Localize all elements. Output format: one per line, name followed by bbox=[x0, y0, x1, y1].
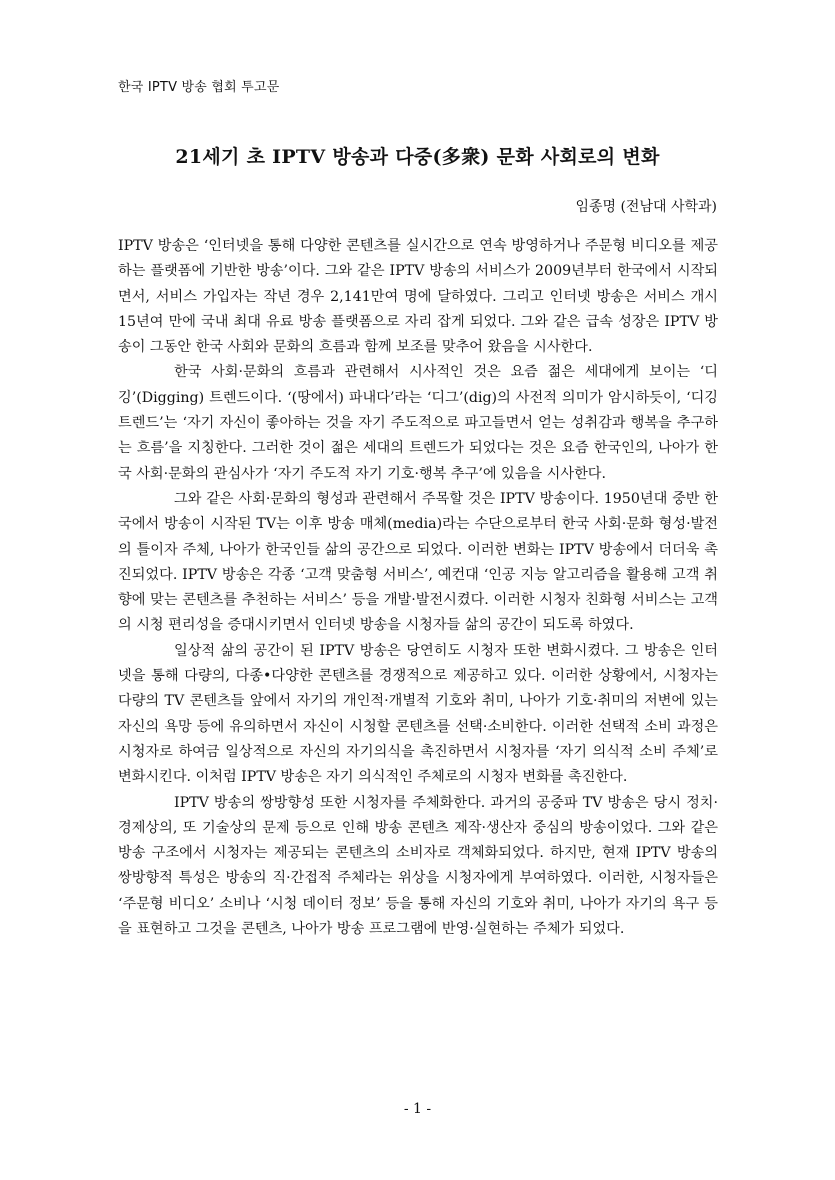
document-body bbox=[118, 234, 718, 942]
paragraph-5: IPTV 방송의 쌍방향성 또한 시청자를 주체화한다. 과거의 공중파 TV 방송은 당시 정치·경제상의, 또 기술상의 문제 등으로 인해 방송 콘텐츠 제작·생산자 중심의 방송이었다. 그와 같은 방송 구조에서 시청자는 제공되는 콘텐츠의 소비자로 객체화되었다. 하지만, 현재 IPTV 방송의 쌍방향적 특성은 방송의 직·간접적 주체라는 위상을 시청자에게 부여하였다. 이러한, 시청자들은 ‘주문형 비디오’ 소비나 ‘시청 데이터 정보’ 등을 통해 자신의 기호와 취미, 나아가 자기의 욕구 등을 표현하고 그것을 콘텐츠, 나아가 방송 프로그램에 반영·실현하는 주체가 되었다. bbox=[118, 794, 718, 938]
author-line: 임종명 (전남대 사학과) bbox=[575, 199, 717, 215]
page-number: - 1 - bbox=[403, 1101, 432, 1117]
paragraph-3: 그와 같은 사회·문화의 형성과 관련해서 주목할 것은 IPTV 방송이다. 1950년대 중반 한국에서 방송이 시작된 TV는 이후 방송 매체(media)라는 수단으로부터 한국 사회·문화 형성·발전의 틀이자 주체, 나아가 한국인들 삶의 공간으로 되었다. 이러한 변화는 IPTV 방송에서 더더욱 촉진되었다. IPTV 방송은 각종 ‘고객 맞춤형 서비스’, 예컨대 ‘인공 지능 알고리즘을 활용해 고객 취향에 맞는 콘텐츠를 추천하는 서비스’ 등을 개발·발전시켰다. 이러한 시청자 친화형 서비스는 고객의 시청 편리성을 증대시키면서 인터넷 방송을 시청자들 삶의 공간이 되도록 하였다. bbox=[118, 490, 718, 634]
document-title: 21세기 초 IPTV 방송과 다중(多衆) 문화 사회로의 변화 bbox=[175, 146, 660, 168]
paragraph-2: 한국 사회·문화의 흐름과 관련해서 시사적인 것은 요즘 젊은 세대에게 보이는 ‘디깅’(Digging) 트렌드이다. ‘(땅에서) 파내다’라는 ‘디그’(dig)의 사전적 의미가 암시하듯이, ‘디깅 트렌드’는 ‘자기 자신이 좋아하는 것을 자기 주도적으로 파고들면서 얻는 성취감과 행복을 추구하는 흐름’을 지칭한다. 그러한 것이 젊은 세대의 트렌드가 되었다는 것은 요즘 한국인의, 나아가 한국 사회·문화의 관심사가 ‘자기 주도적 자기 기호·행복 추구’에 있음을 시사한다. bbox=[118, 364, 718, 482]
document-header: 한국 IPTV 방송 협회 투고문 bbox=[118, 80, 280, 95]
paragraph-4: 일상적 삶의 공간이 된 IPTV 방송은 당연히도 시청자 또한 변화시켰다. 그 방송은 인터넷을 통해 다량의, 다종•다양한 콘텐츠를 경쟁적으로 제공하고 있다. 이러한 상황에서, 시청자는 다량의 TV 콘텐츠들 앞에서 자기의 개인적·개별적 기호와 취미, 나아가 기호·취미의 저변에 있는 자신의 욕망 등에 유의하면서 자신이 시청할 콘텐츠를 선택·소비한다. 이러한 선택적 소비 과정은 시청자로 하여금 일상적으로 자신의 자기의식을 촉진하면서 시청자를 ‘자기 의식적 소비 주체’로 변화시킨다. 이처럼 IPTV 방송은 자기 의식적인 주체로의 시청자 변화를 촉진한다. bbox=[118, 642, 718, 786]
paragraph-1: IPTV 방송은 ‘인터넷을 통해 다양한 콘텐츠를 실시간으로 연속 방영하거나 주문형 비디오를 제공하는 플랫폼에 기반한 방송’이다. 그와 같은 IPTV 방송의 서비스가 2009년부터 한국에서 시작되면서, 서비스 가입자는 작년 경우 2,141만여 명에 달하였다. 그리고 인터넷 방송은 서비스 개시 15년여 만에 국내 최대 유료 방송 플랫폼으로 자리 잡게 되었다. 그와 같은 급속 성장은 IPTV 방송이 그동안 한국 사회와 문화의 흐름과 함께 보조를 맞추어 왔음을 시사한다. bbox=[118, 238, 718, 356]
